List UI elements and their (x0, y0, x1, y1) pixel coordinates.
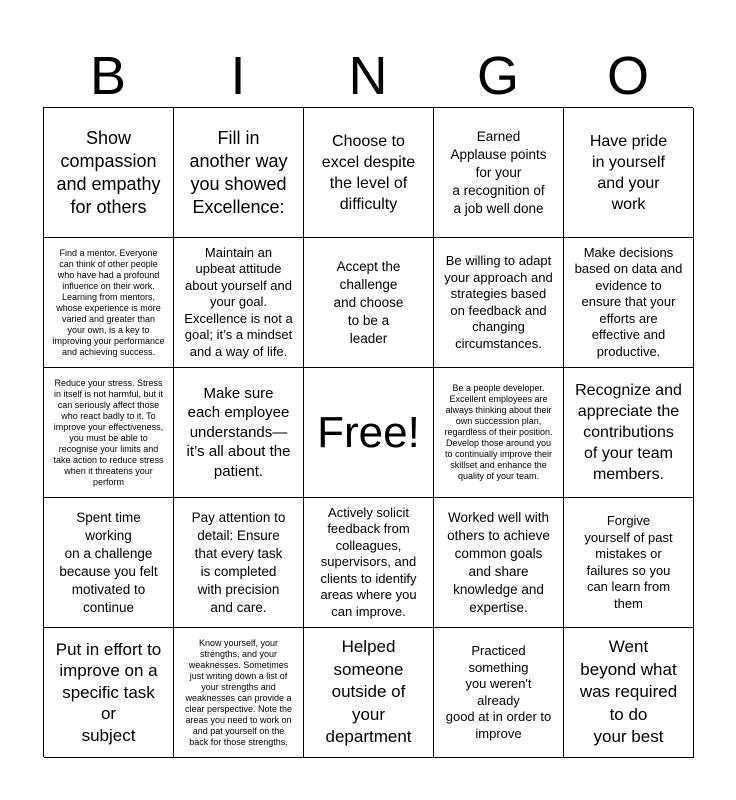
bingo-cell[interactable] (564, 238, 694, 368)
cell-text: Make decisions based on data and evidence to ensure that your efforts are effective and productive. (574, 244, 683, 359)
bingo-cell[interactable] (174, 498, 304, 628)
bingo-cell[interactable] (44, 628, 174, 758)
cell-text: Find a mentor. Everyone can think of other people who have had a profound influence on their work. Learning from mentors, whose experience is more varied and greater than your own, is a key to improving your performance and achieving success. (52, 247, 165, 357)
header-letter-o: O (606, 46, 649, 106)
header-letter-i: I (230, 46, 246, 106)
header-letter-n: N (348, 46, 388, 106)
cell-text: Accept the challenge and choose to be a leader (333, 258, 404, 346)
cell-text: Recognize and appreciate the contributions of your team members. (575, 382, 682, 483)
bingo-cell[interactable] (174, 238, 304, 368)
free-text: Free! (317, 407, 420, 457)
bingo-cell[interactable] (44, 498, 174, 628)
cell-text: Fill in another way you showed Excellence: (189, 127, 288, 217)
cell-text: Put in effort to improve on a specific task or subject (55, 639, 162, 745)
bingo-cell[interactable] (434, 628, 564, 758)
bingo-cell[interactable] (564, 108, 694, 238)
cell-text: Reduce your stress. Stress in itself is not harmful, but it can seriously affect those who react badly to it. To improve your effectiveness, you must be able to recognise your limits and take action to reduce stress when it threatens your perform (53, 377, 164, 487)
cell-text: Forgive yourself of past mistakes or failures so you can learn from them (584, 513, 673, 611)
cell-text: Choose to excel despite the level of difficulty (321, 132, 416, 213)
bingo-cell[interactable] (44, 238, 174, 368)
bingo-cell[interactable] (304, 238, 434, 368)
bingo-header (43, 46, 693, 106)
bingo-cell[interactable] (174, 108, 304, 238)
cell-text: Be a people developer. Excellent employees are always thinking about their own succession plan, regardless of their position. Develop those around you to continually improve their skillset and enhance the quality of your team. (444, 383, 553, 481)
cell-text: Show compassion and empathy for others (56, 127, 161, 217)
bingo-cell[interactable] (44, 108, 174, 238)
bingo-cell[interactable] (304, 108, 434, 238)
bingo-cell[interactable] (44, 368, 174, 498)
bingo-cell[interactable] (434, 238, 564, 368)
cell-text: Have pride in yourself and your work (589, 132, 668, 213)
cell-text: Practiced something you weren't already good at in order to improve (445, 643, 552, 741)
bingo-cell[interactable] (304, 628, 434, 758)
bingo-cell[interactable] (174, 368, 304, 498)
bingo-cell[interactable] (304, 498, 434, 628)
bingo-cell[interactable] (564, 368, 694, 498)
header-letter-b: B (89, 46, 127, 106)
header-letter-g: G (476, 46, 519, 106)
free-space[interactable] (304, 368, 434, 498)
cell-text: Be willing to adapt your approach and strategies based on feedback and changing circumstances. (444, 253, 553, 351)
cell-text: Maintain an upbeat attitude about yourself and your goal. Excellence is not a goal; it’s a mindset and a way of life. (184, 244, 293, 359)
cell-text: Helped someone outside of your department (325, 637, 412, 747)
cell-text: Went beyond what was required to do your best (579, 637, 678, 747)
cell-text: Make sure each employee understands— it’s all about the patient. (186, 384, 291, 480)
cell-text: Earned Applause points for your a recognition of a job well done (450, 128, 547, 216)
bingo-cell[interactable] (434, 498, 564, 628)
cell-text: Actively solicit feedback from colleagues, supervisors, and clients to identify areas where you can improve. (320, 504, 417, 619)
cell-text: Pay attention to detail: Ensure that every task is completed with precision and care. (191, 509, 286, 615)
bingo-cell[interactable] (174, 628, 304, 758)
cell-text: Spent time working on a challenge because you felt motivated to continue (59, 509, 158, 615)
bingo-cell[interactable] (564, 628, 694, 758)
bingo-cell[interactable] (564, 498, 694, 628)
cell-text: Worked well with others to achieve common goals and share knowledge and expertise. (447, 509, 550, 615)
bingo-cell[interactable] (434, 368, 564, 498)
cell-text: Know yourself, your strengths, and your weaknesses. Sometimes just writing down a list of your strengths and weaknesses can provide a clear perspective. Note the areas you need to work on and pat yourself on the back for those strengths. (184, 637, 293, 747)
bingo-cell[interactable] (434, 108, 564, 238)
bingo-grid (43, 107, 693, 757)
